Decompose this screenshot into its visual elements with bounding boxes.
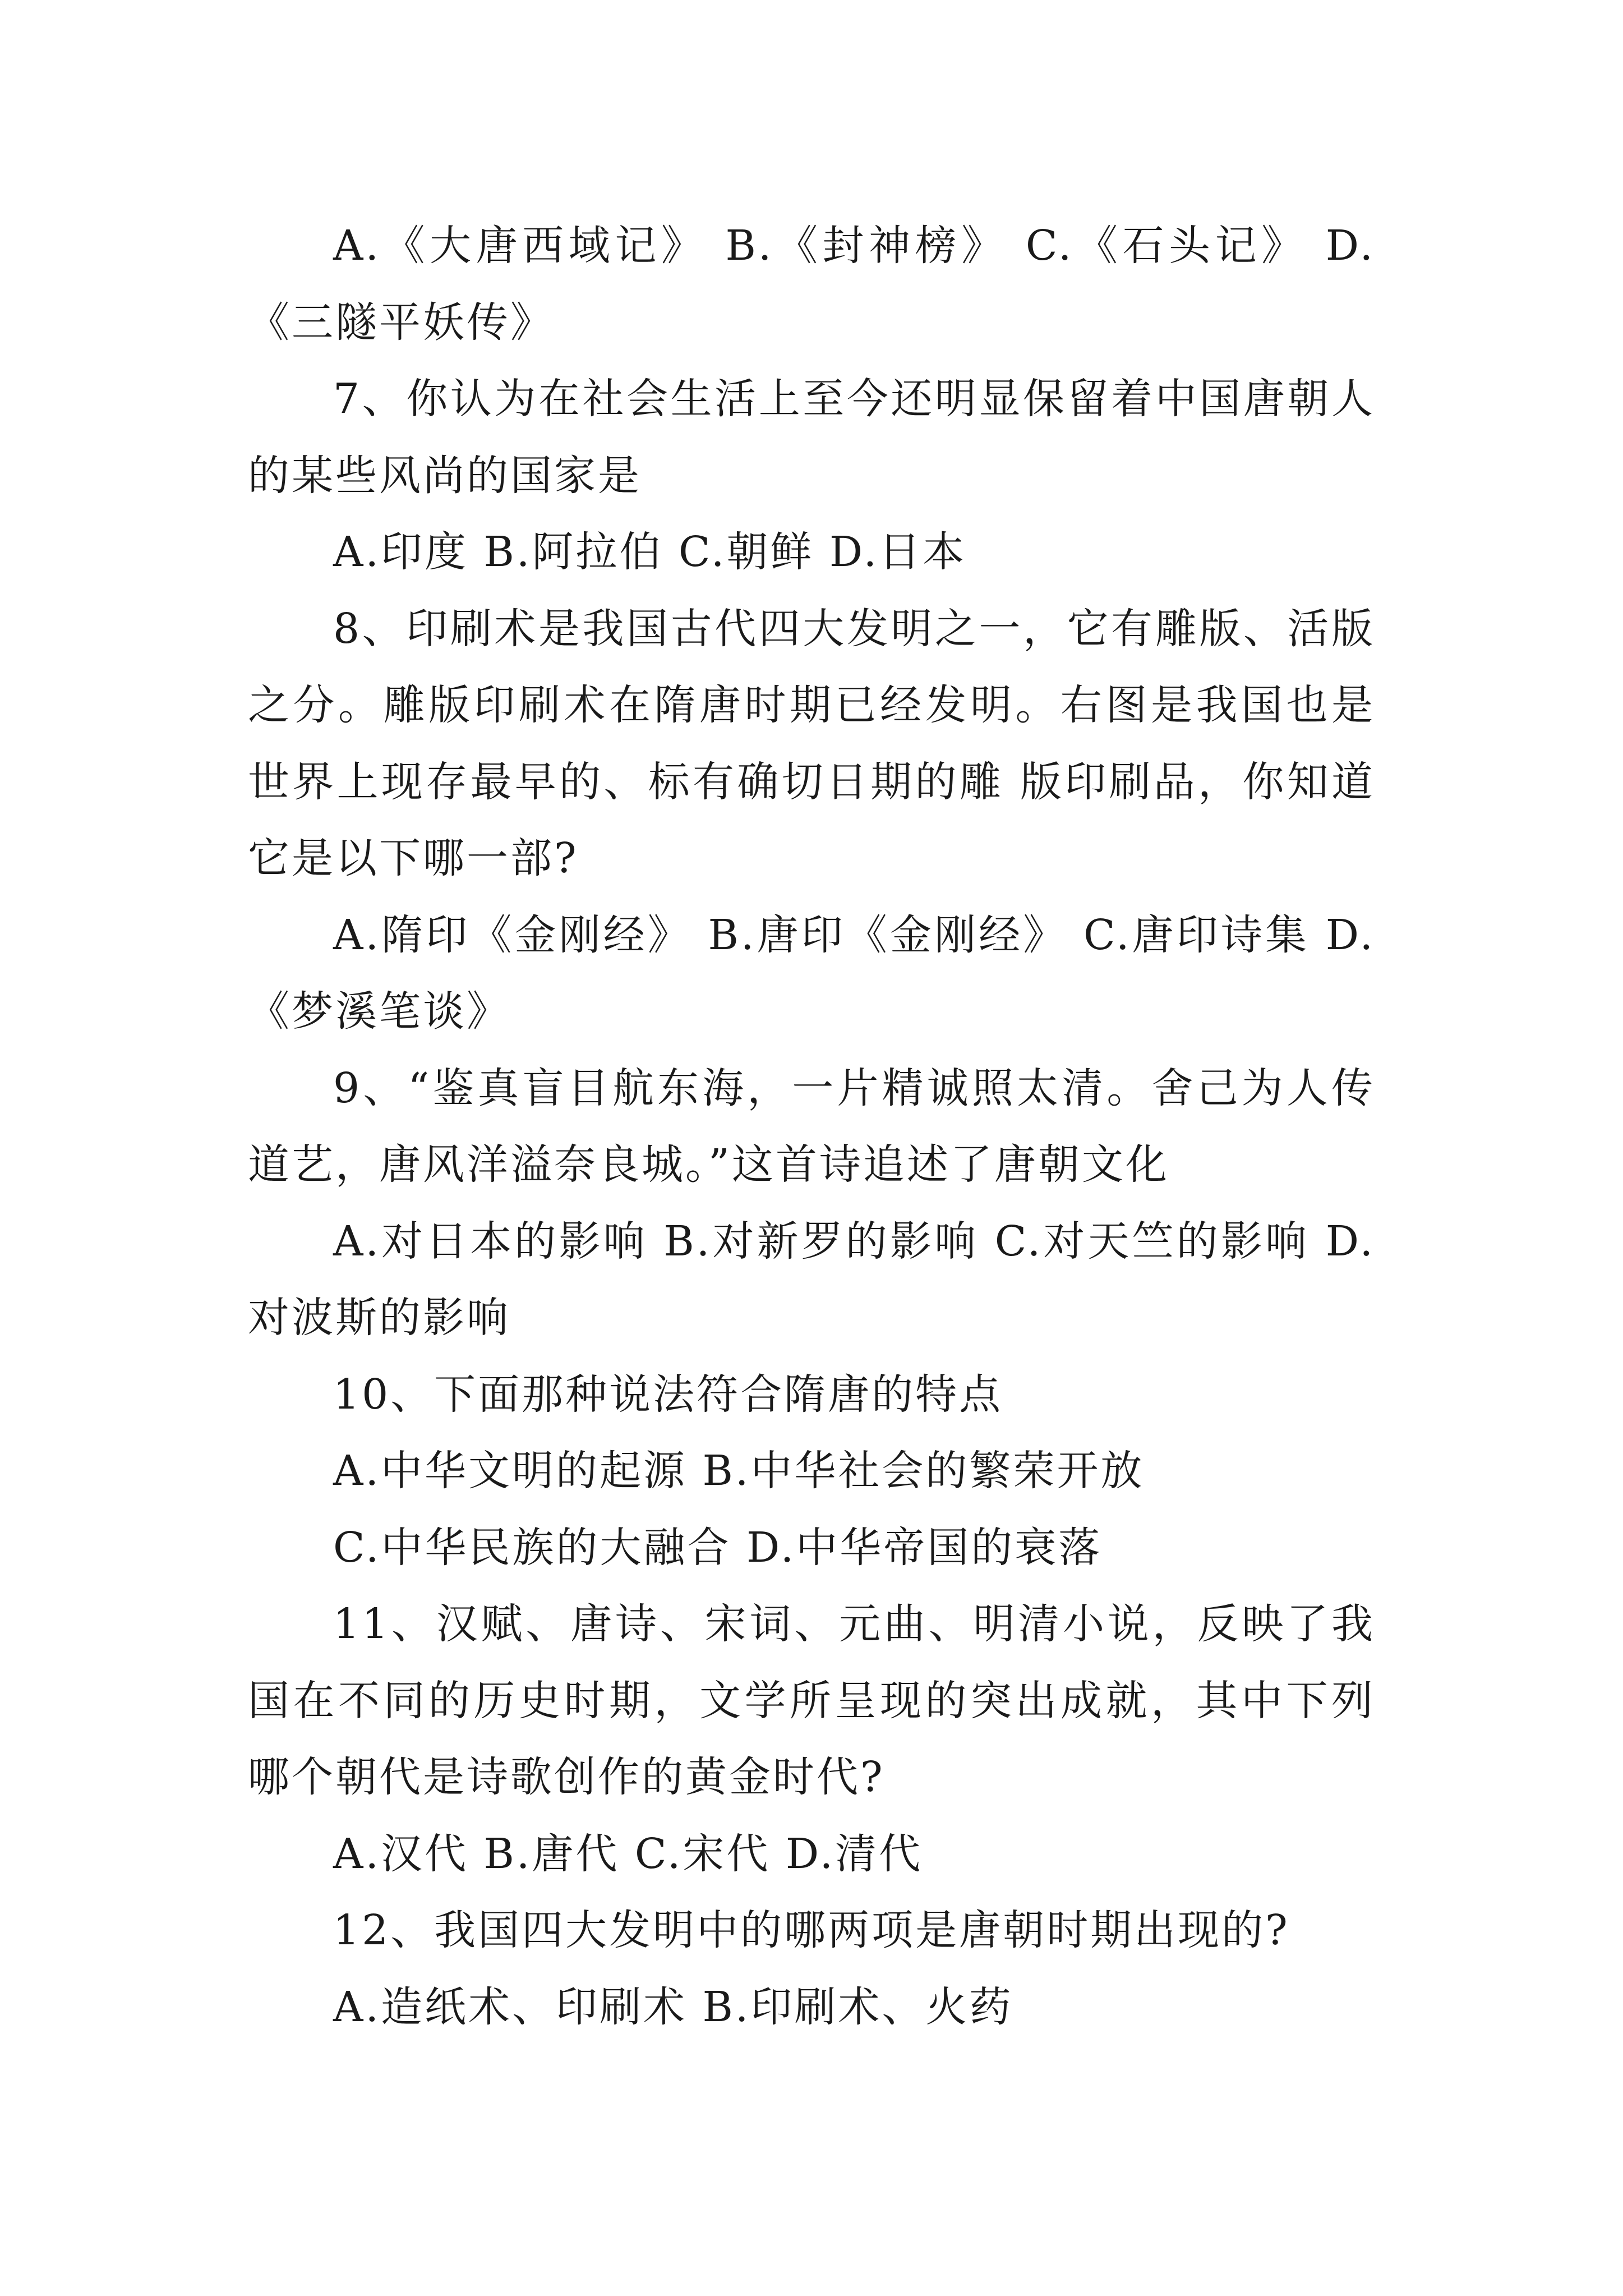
question-8: 8、印刷术是我国古代四大发明之一，它有雕版、活版之分。雕版印刷术在隋唐时期已经发明。右图是我国也是世界上现存最早的、标有确切日期的雕 版印刷品，你知道它是以下哪一部? — [248, 604, 1375, 882]
option-line-q7: A.印度 B.阿拉伯 C.朝鲜 D.日本 — [333, 528, 967, 576]
option-line-q8: A.隋印《金刚经》 B.唐印《金刚经》 C.唐印诗集 D.《梦溪笔谈》 — [248, 910, 1375, 1036]
document-body — [248, 208, 1375, 2045]
question-12: 12、我国四大发明中的哪两项是唐朝时期出现的? — [333, 1906, 1290, 1954]
option-line-q9: A.对日本的影响 B.对新罗的影响 C.对天竺的影响 D.对波斯的影响 — [248, 1217, 1375, 1342]
option-line-q12: A.造纸术、印刷术 B.印刷术、火药 — [333, 1982, 1013, 2031]
question-7: 7、你认为在社会生活上至今还明显保留着中国唐朝人的某些风尚的国家是 — [248, 375, 1375, 500]
question-11: 11、汉赋、唐诗、宋词、元曲、明清小说，反映了我国在不同的历史时期，文学所呈现的突出成就，其中下列哪个朝代是诗歌创作的黄金时代? — [248, 1600, 1375, 1801]
option-line-q6: A.《大唐西域记》 B.《封神榜》 C.《石头记》 D.《三隧平妖传》 — [248, 222, 1375, 347]
question-10: 10、下面那种说法符合隋唐的特点 — [333, 1370, 1003, 1419]
option-line-q11: A.汉代 B.唐代 C.宋代 D.清代 — [333, 1829, 923, 1878]
option-line-q10-b: C.中华民族的大融合 D.中华帝国的衰落 — [333, 1523, 1103, 1572]
option-line-q10-a: A.中华文明的起源 B.中华社会的繁荣开放 — [333, 1447, 1145, 1495]
question-9: 9、“鉴真盲目航东海，一片精诚照太清。舍己为人传道艺，唐风洋溢奈良城。”这首诗追述了唐朝文化 — [248, 1064, 1375, 1189]
